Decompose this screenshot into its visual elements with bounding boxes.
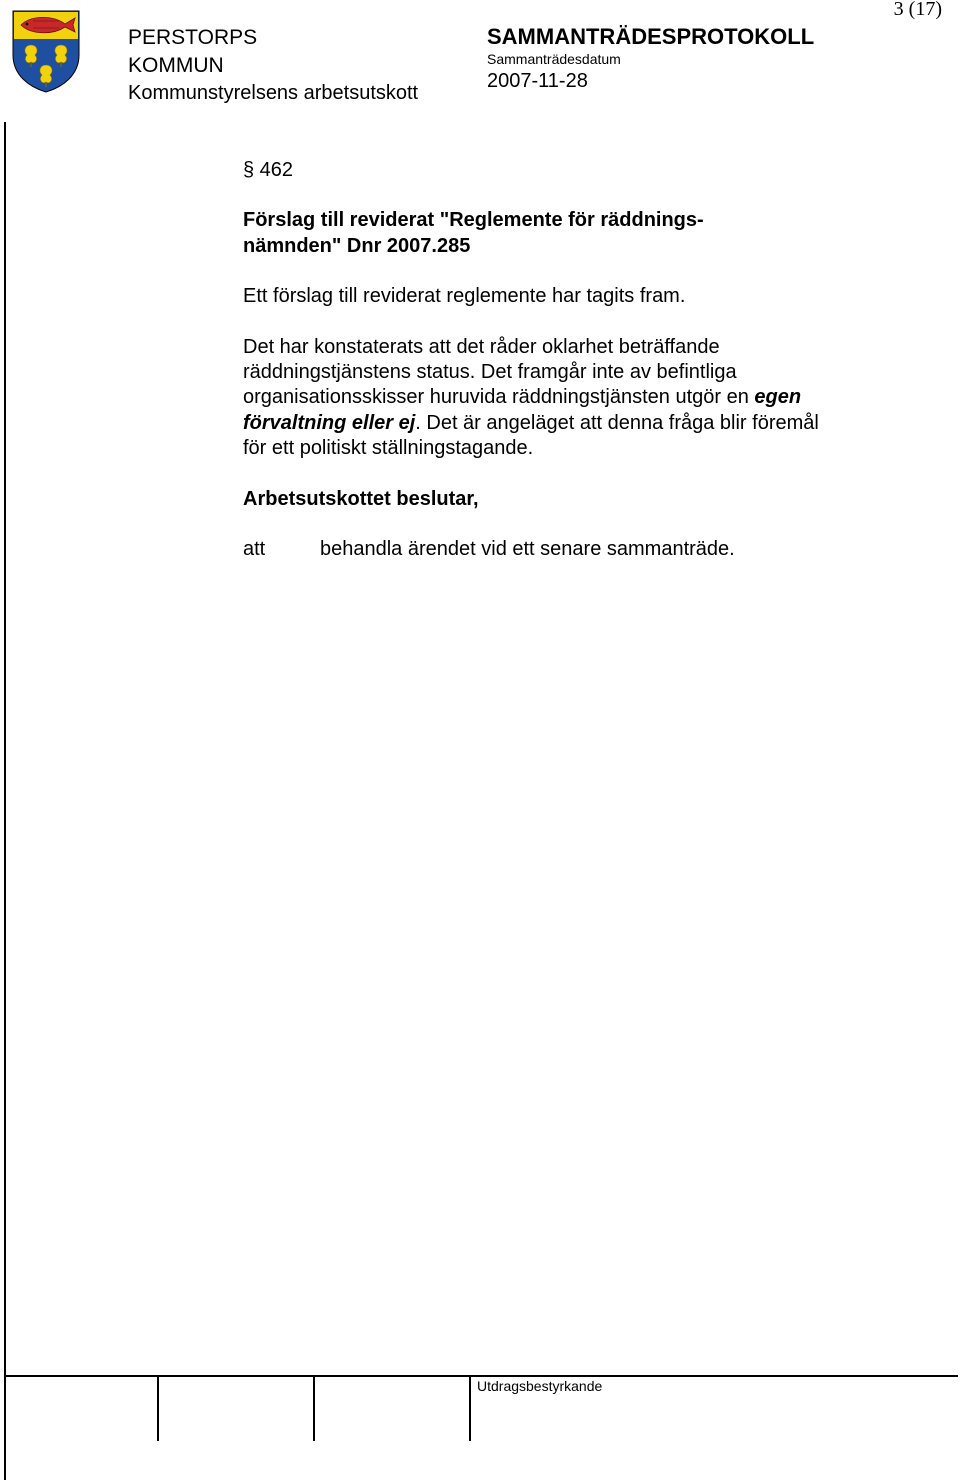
body-paragraph	[243, 335, 843, 462]
org-line-3: Kommunstyrelsens arbetsutskott	[128, 82, 419, 104]
municipal-coat-of-arms-icon	[11, 9, 81, 93]
decision-heading: Arbetsutskottet beslutar,	[243, 487, 479, 510]
decision-text: behandla ärendet vid ett senare sammanträde.	[320, 538, 735, 561]
meeting-date-label: Sammanträdesdatum	[487, 51, 621, 67]
paragraph-number: § 462	[243, 159, 294, 181]
protocol-title: SAMMANTRÄDESPROTOKOLL	[487, 24, 815, 49]
decision-key: att	[243, 538, 266, 561]
intro-paragraph: Ett förslag till reviderat reglemente har tagits fram.	[243, 285, 686, 308]
meeting-date: 2007-11-28	[487, 70, 588, 92]
body-text-2: . Det är angeläget att denna fråga blir föremål för ett politiskt ställningstagande.	[243, 411, 819, 460]
protocol-header	[487, 24, 814, 94]
body-text-1: Det har konstaterats att det råder oklarhet beträffande räddningstjänstens status. Det framgår inte av befintliga organisationsskisser huruvida räddningstjänsten utgör en	[243, 335, 755, 409]
organization-name	[128, 24, 418, 106]
extract-certification-label: Utdragsbestyrkande	[477, 1378, 603, 1394]
org-line-2: KOMMUN	[128, 54, 224, 77]
item-title-line-2: nämnden" Dnr 2007.285	[243, 234, 471, 257]
page-number: 3 (17)	[893, 0, 942, 20]
protocol-content	[243, 158, 843, 562]
org-line-1: PERSTORPS	[128, 26, 258, 49]
item-title	[243, 208, 843, 259]
footer-rule	[4, 1375, 958, 1377]
item-title-line-1: Förslag till reviderat "Reglemente för räddnings-	[243, 209, 704, 232]
body-emphasis: egen förvaltning eller ej	[243, 386, 802, 434]
signature-cell-divider	[157, 1377, 159, 1441]
signature-cell-divider	[469, 1377, 471, 1441]
decision-row	[243, 537, 843, 562]
signature-cell-divider	[313, 1377, 315, 1441]
left-margin-rule	[4, 122, 6, 1480]
